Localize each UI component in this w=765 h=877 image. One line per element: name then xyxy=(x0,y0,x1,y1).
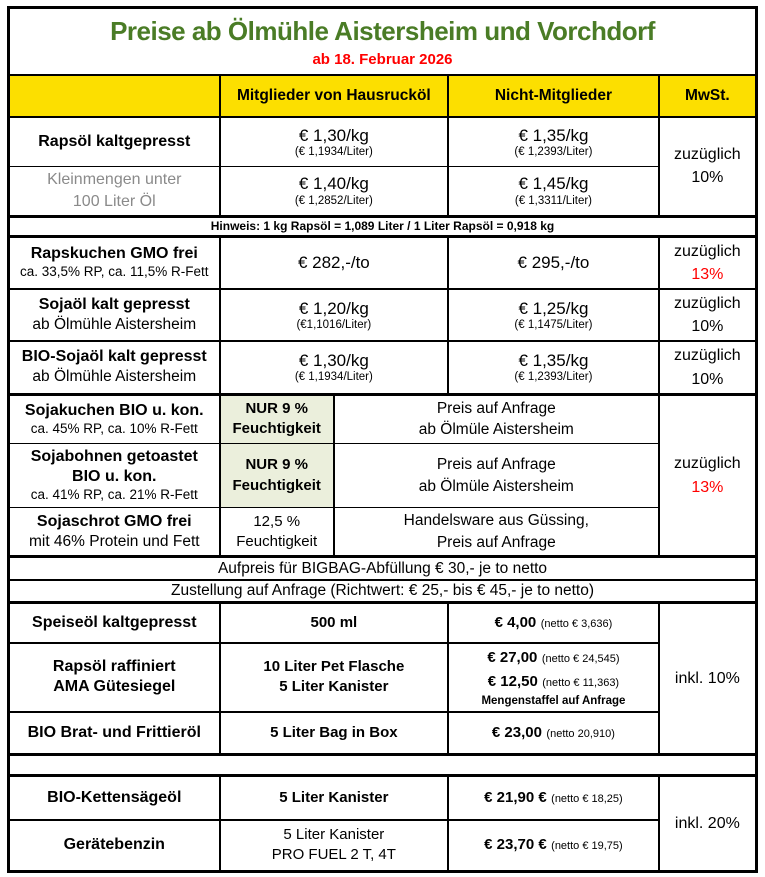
row-sojaoel xyxy=(10,289,755,341)
price-cell: € 4,00 (netto € 3,636) xyxy=(448,603,659,643)
package-cell: 5 Liter Kanister PRO FUEL 2 T, 4T xyxy=(220,820,449,870)
row-geraetebenzin xyxy=(10,820,755,870)
nonmembers-price-cell: € 1,45/kg (€ 1,3311/Liter) xyxy=(448,167,659,216)
hinweis-note: Hinweis: 1 kg Rapsöl = 1,089 Liter / 1 Liter Rapsöl = 0,918 kg xyxy=(10,216,755,236)
product-label: Sojabohnen getoastet BIO u. kon. ca. 41% RP, ca. 21% R-Fett xyxy=(10,444,220,508)
spacer-cell xyxy=(10,755,755,776)
nonmembers-price-cell: € 1,35/kg (€ 1,2393/Liter) xyxy=(448,117,659,167)
row-sojakuchen xyxy=(10,394,755,443)
title-block xyxy=(10,9,755,74)
package-cell: 5 Liter Kanister xyxy=(220,776,449,820)
request-info-cell: Preis auf Anfrage ab Ölmüle Aistersheim xyxy=(334,394,659,443)
row-kettensaegeoel xyxy=(10,776,755,820)
package-cell: 5 Liter Bag in Box xyxy=(220,712,449,755)
row-kleinmengen xyxy=(10,167,755,216)
price-cell: € 21,90 € (netto € 18,25) xyxy=(448,776,659,820)
vat-cell: zuzüglich 10% xyxy=(659,341,755,394)
row-sojabohnen xyxy=(10,444,755,508)
header-vat: MwSt. xyxy=(659,75,755,117)
price-cell: € 23,70 € (netto € 19,75) xyxy=(448,820,659,870)
bigbag-note: Aufpreis für BIGBAG-Abfüllung € 30,- je to netto xyxy=(10,557,755,580)
vat-cell: zuzüglich 13% xyxy=(659,394,755,557)
request-info-cell: Handelsware aus Güssing, Preis auf Anfrage xyxy=(334,508,659,557)
nonmembers-price-cell: € 1,25/kg (€ 1,1475/Liter) xyxy=(448,289,659,341)
members-price-cell: € 1,30/kg (€ 1,1934/Liter) xyxy=(220,341,449,394)
page-title: Preise ab Ölmühle Aistersheim und Vorchdorf xyxy=(110,16,655,46)
row-frittieroel xyxy=(10,712,755,755)
moisture-cell: NUR 9 % Feuchtigkeit xyxy=(220,394,334,443)
product-label: Rapskuchen GMO frei ca. 33,5% RP, ca. 11,5% R-Fett xyxy=(10,236,220,289)
row-zustellung xyxy=(10,580,755,603)
header-empty-cell xyxy=(10,75,220,117)
price-cell: € 23,00 (netto 20,910) xyxy=(448,712,659,755)
header-members: Mitglieder von Hausrucköl xyxy=(220,75,449,117)
row-bigbag xyxy=(10,557,755,580)
product-label: Gerätebenzin xyxy=(10,820,220,870)
zustellung-note: Zustellung auf Anfrage (Richtwert: € 25,- bis € 45,- je to netto) xyxy=(10,580,755,603)
product-label: Speiseöl kaltgepresst xyxy=(10,603,220,643)
product-label: BIO-Sojaöl kalt gepresst ab Ölmühle Aistersheim xyxy=(10,341,220,394)
row-hinweis xyxy=(10,216,755,236)
product-label: Sojakuchen BIO u. kon. ca. 45% RP, ca. 10% R-Fett xyxy=(10,394,220,443)
header-nonmembers: Nicht-Mitglieder xyxy=(448,75,659,117)
price-sheet xyxy=(7,6,758,873)
package-cell: 500 ml xyxy=(220,603,449,643)
nonmembers-price-cell: € 1,35/kg (€ 1,2393/Liter) xyxy=(448,341,659,394)
row-raffiniert xyxy=(10,643,755,712)
package-cell: 10 Liter Pet Flasche 5 Liter Kanister xyxy=(220,643,449,712)
vat-cell: inkl. 10% xyxy=(659,603,755,755)
nonmembers-price-cell: € 295,-/to xyxy=(448,236,659,289)
product-label: Sojaschrot GMO frei mit 46% Protein und Fett xyxy=(10,508,220,557)
product-label: BIO Brat- und Frittieröl xyxy=(10,712,220,755)
row-rapsoel xyxy=(10,117,755,167)
row-spacer xyxy=(10,755,755,776)
price-table xyxy=(10,74,755,870)
row-rapskuchen xyxy=(10,236,755,289)
members-price-cell: € 282,-/to xyxy=(220,236,449,289)
members-price-cell: € 1,40/kg (€ 1,2852/Liter) xyxy=(220,167,449,216)
row-speiseoel xyxy=(10,603,755,643)
product-label: BIO-Kettensägeöl xyxy=(10,776,220,820)
row-bio-sojaoel xyxy=(10,341,755,394)
product-label: Rapsöl kaltgepresst xyxy=(10,117,220,167)
product-label: Rapsöl raffiniert AMA Gütesiegel xyxy=(10,643,220,712)
product-label: Kleinmengen unter 100 Liter Öl xyxy=(10,167,220,216)
vat-cell: zuzüglich 10% xyxy=(659,117,755,216)
row-sojaschrot xyxy=(10,508,755,557)
vat-cell: inkl. 20% xyxy=(659,776,755,870)
header-row xyxy=(10,75,755,117)
product-label: Sojaöl kalt gepresst ab Ölmühle Aistersheim xyxy=(10,289,220,341)
price-cell: € 27,00 (netto € 24,545) € 12,50 (netto € 11,363) Mengenstaffel auf Anfrage xyxy=(448,643,659,712)
moisture-cell: NUR 9 % Feuchtigkeit xyxy=(220,444,334,508)
request-info-cell: Preis auf Anfrage ab Ölmüle Aistersheim xyxy=(334,444,659,508)
vat-cell: zuzüglich 10% xyxy=(659,289,755,341)
members-price-cell: € 1,30/kg (€ 1,1934/Liter) xyxy=(220,117,449,167)
effective-date: ab 18. Februar 2026 xyxy=(312,50,453,68)
moisture-cell: 12,5 % Feuchtigkeit xyxy=(220,508,334,557)
vat-cell: zuzüglich 13% xyxy=(659,236,755,289)
members-price-cell: € 1,20/kg (€1,1016/Liter) xyxy=(220,289,449,341)
